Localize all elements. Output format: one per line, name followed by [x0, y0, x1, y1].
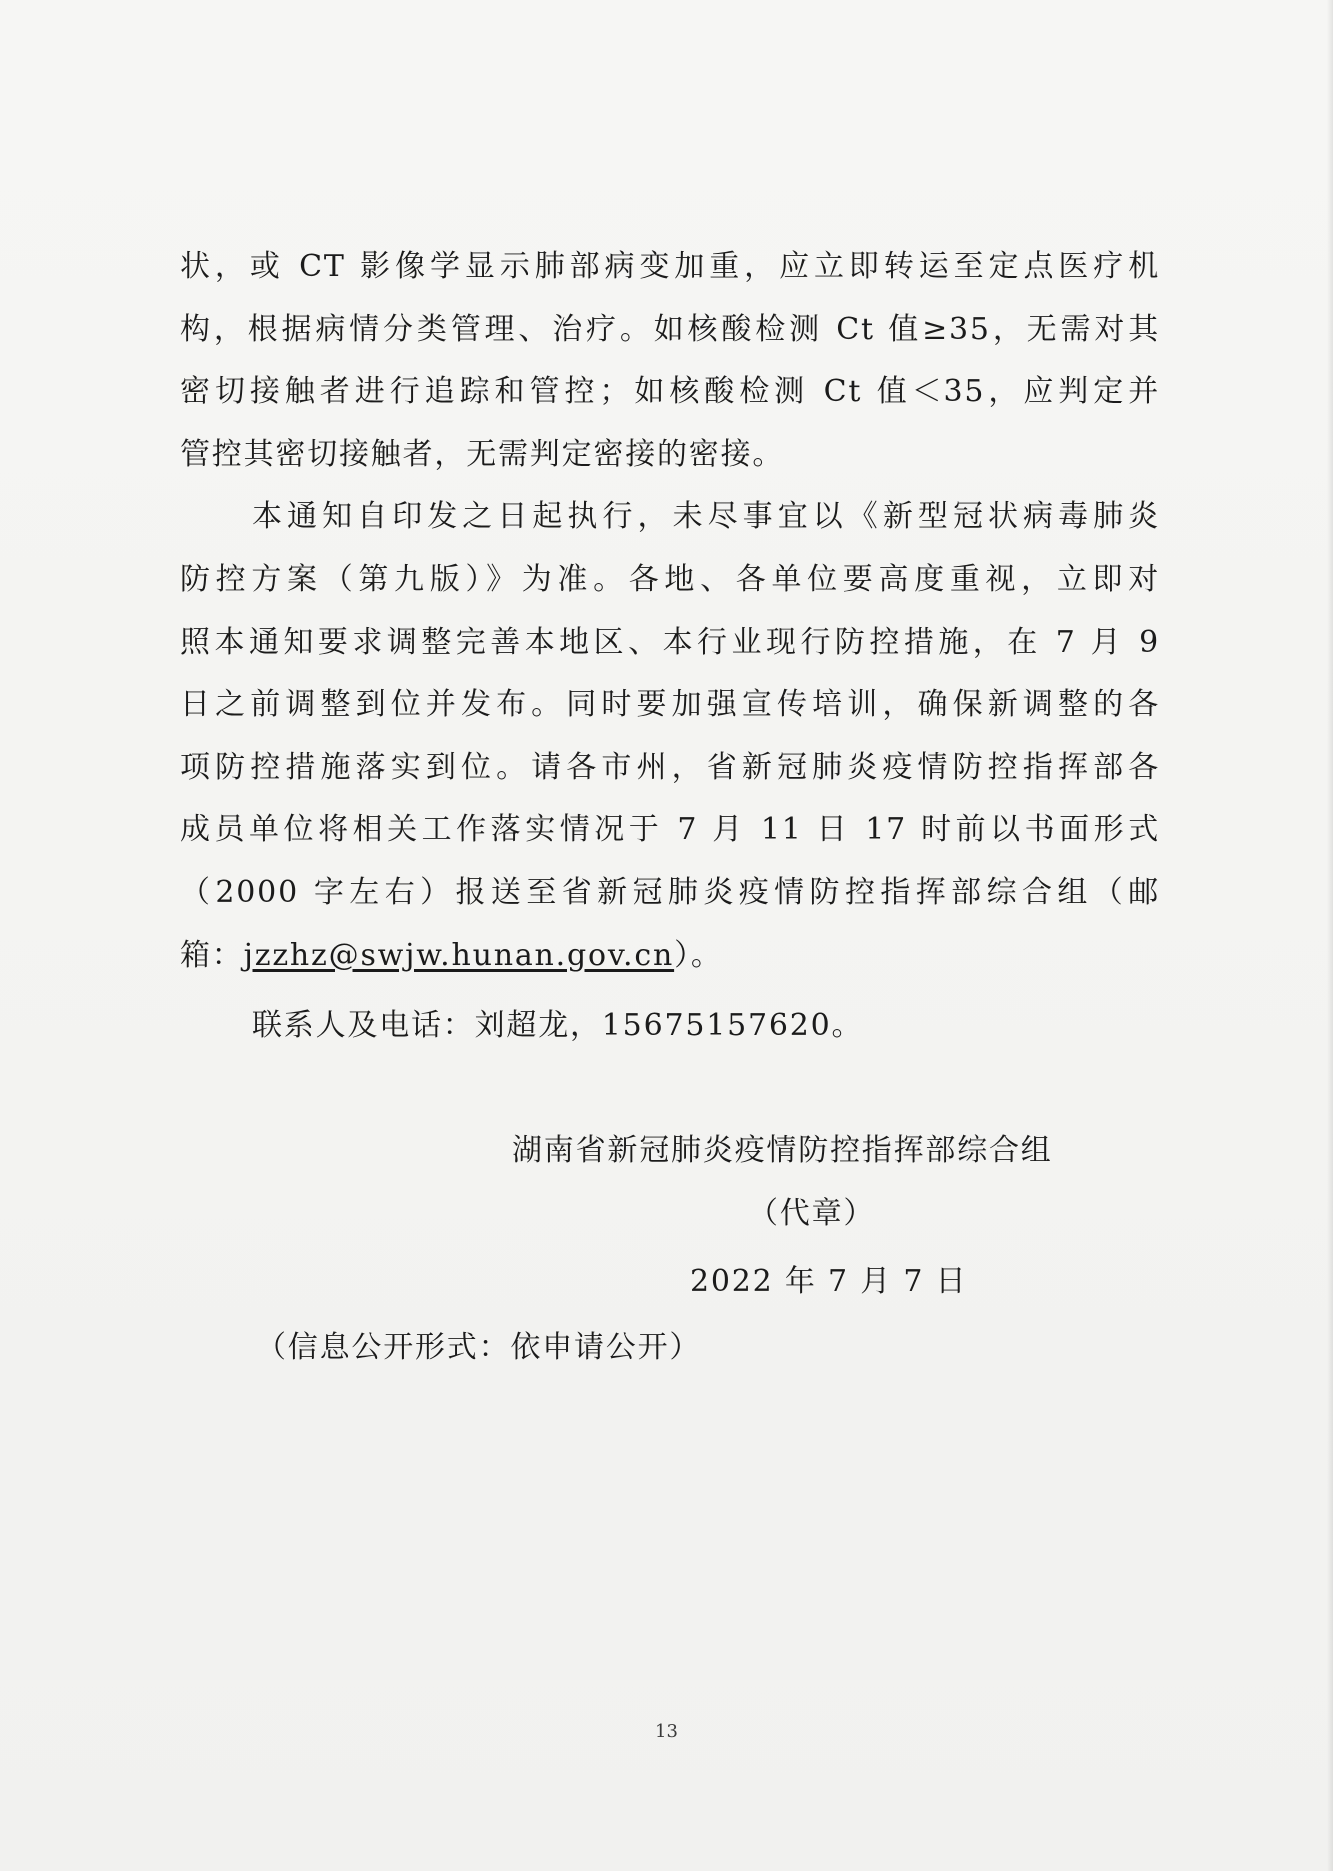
paragraph-2-line-5: 项防控措施落实到位。请各市州，省新冠肺炎疫情防控指挥部各	[180, 749, 1160, 785]
email-prefix: 箱：	[180, 937, 244, 973]
email-address-link[interactable]: jzzhz@swjw.hunan.gov.cn	[243, 937, 675, 973]
paragraph-2-line-3: 照本通知要求调整完善本地区、本行业现行防控措施，在 7 月 9	[180, 624, 1160, 660]
paragraph-1-line-1: 状，或 CT 影像学显示肺部病变加重，应立即转运至定点医疗机	[180, 249, 1160, 284]
paragraph-2-line-4: 日之前调整到位并发布。同时要加强宣传培训，确保新调整的各	[180, 687, 1160, 723]
disclosure-note: （信息公开形式：依申请公开）	[256, 1330, 702, 1365]
signature-seal-note: （代章）	[748, 1196, 876, 1231]
paragraph-1-line-4: 管控其密切接触者，无需判定密接的密接。	[180, 436, 785, 472]
contact-line: 联系人及电话：刘超龙，15675157620。	[252, 1008, 864, 1043]
paragraph-2-line-1: 本通知自印发之日起执行，未尽事宜以《新型冠状病毒肺炎	[252, 499, 1160, 535]
paragraph-1-line-3: 密切接触者进行追踪和管控；如核酸检测 Ct 值＜35，应判定并	[180, 374, 1160, 410]
email-suffix: ）。	[674, 937, 723, 973]
paragraph-1-line-2: 构，根据病情分类管理、治疗。如核酸检测 Ct 值≥35，无需对其	[180, 311, 1160, 347]
signature-organization: 湖南省新冠肺炎疫情防控指挥部综合组	[512, 1133, 1053, 1168]
paragraph-2-line-6: 成员单位将相关工作落实情况于 7 月 11 日 17 时前以书面形式	[180, 812, 1160, 848]
body-text	[180, 236, 1160, 987]
signature-date: 2022 年 7 月 7 日	[690, 1264, 968, 1299]
page-number: 13	[655, 1721, 678, 1742]
email-line	[180, 925, 1160, 988]
paragraph-2-line-2: 防控方案（第九版）》为准。各地、各单位要高度重视，立即对	[180, 561, 1160, 597]
scan-edge-shadow	[1327, 0, 1333, 1871]
paragraph-2-line-7: （2000 字左右）报送至省新冠肺炎疫情防控指挥部综合组（邮	[180, 874, 1160, 910]
